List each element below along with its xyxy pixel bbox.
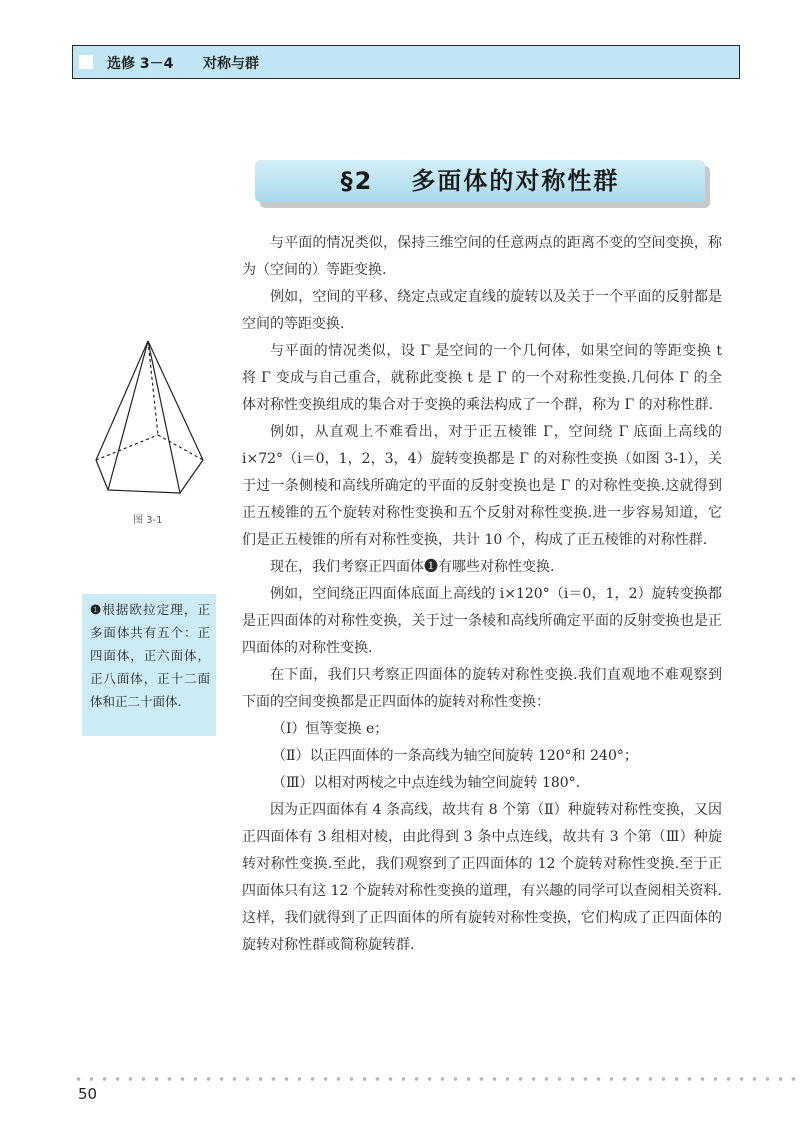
header-bar bbox=[72, 45, 740, 79]
header-square-icon bbox=[79, 55, 93, 69]
footnote-marker: ❶ bbox=[90, 602, 103, 617]
section-title-banner bbox=[255, 160, 705, 202]
paragraph: 例如，从直观上不难看出，对于正五棱锥 Γ，空间绕 Γ 底面上高线的 i×72°（i＝0，1，2，3，4）旋转变换都是 Γ 的对称性变换（如图 3-1），关于过一条侧棱和高线所确定的平面的反射变换也是 Γ 的对称性变换.这就得到正五棱锥的五个旋转对称性变换和五个反射对称性变换.进一步容易知道，它们是正五棱锥的所有对称性变换，共计 10 个，构成了正五棱锥的对称性群. bbox=[242, 424, 722, 548]
page-number: 50 bbox=[78, 1085, 98, 1103]
side-note-text: 根据欧拉定理，正多面体共有五个：正四面体，正六面体，正八面体，正十二面体和正二十面体. bbox=[90, 602, 210, 709]
paragraph: 在下面，我们只考察正四面体的旋转对称性变换.我们直观地不难观察到下面的空间变换都是正四面体的旋转对称性变换： bbox=[242, 667, 722, 710]
header-series: 选修 3－4 bbox=[107, 56, 174, 72]
list-item: （Ⅱ）以正四面体的一条高线为轴空间旋转 120°和 240°； bbox=[272, 748, 638, 764]
pentagonal-pyramid-figure bbox=[88, 335, 208, 505]
paragraph: 例如，空间绕正四面体底面上高线的 i×120°（i＝0，1，2）旋转变换都是正四面体的对称性变换，关于过一条棱和高线所确定平面的反射变换也是正四面体的对称性变换. bbox=[242, 586, 722, 656]
figure-caption: 图 3-1 bbox=[133, 515, 163, 526]
side-note bbox=[82, 594, 216, 736]
list-item: （Ⅰ）恒等变换 e； bbox=[272, 721, 389, 737]
section-number: §2 bbox=[340, 167, 374, 195]
paragraph: 例如，空间的平移、绕定点或定直线的旋转以及关于一个平面的反射都是空间的等距变换. bbox=[242, 289, 722, 332]
paragraph: 与平面的情况类似，保持三维空间的任意两点的距离不变的空间变换，称为（空间的）等距变换. bbox=[242, 235, 722, 278]
paragraph: 因为正四面体有 4 条高线，故共有 8 个第（Ⅱ）种旋转对称性变换，又因正四面体有 3 组相对棱，由此得到 3 条中点连线，故共有 3 个第（Ⅲ）种旋转对称性变换.至此，我们观察到了正四面体的 12 个旋转对称性变换.至于正四面体只有这 12 个旋转对称性变换的道理，有兴趣的同学可以查阅相关资料.这样，我们就得到了正四面体的所有旋转对称性变换，它们构成了正四面体的旋转对称性群或简称旋转群. bbox=[242, 802, 722, 953]
paragraph: 与平面的情况类似，设 Γ 是空间的一个几何体，如果空间的等距变换 t 将 Γ 变成与自己重合，就称此变换 t 是 Γ 的一个对称性变换.几何体 Γ 的全体对称性变换组成的集合对于变换的乘法构成了一个群，称为 Γ 的对称性群. bbox=[242, 343, 722, 413]
section-title bbox=[255, 160, 705, 202]
paragraph: 现在，我们考察正四面体❶有哪些对称性变换. bbox=[270, 559, 555, 575]
list-item: （Ⅲ）以相对两棱之中点连线为轴空间旋转 180°. bbox=[272, 775, 581, 791]
footer-dotted-rule bbox=[72, 1076, 800, 1082]
main-text bbox=[242, 230, 722, 959]
header-topic: 对称与群 bbox=[203, 56, 259, 72]
section-title-text: 多面体的对称性群 bbox=[411, 167, 620, 195]
